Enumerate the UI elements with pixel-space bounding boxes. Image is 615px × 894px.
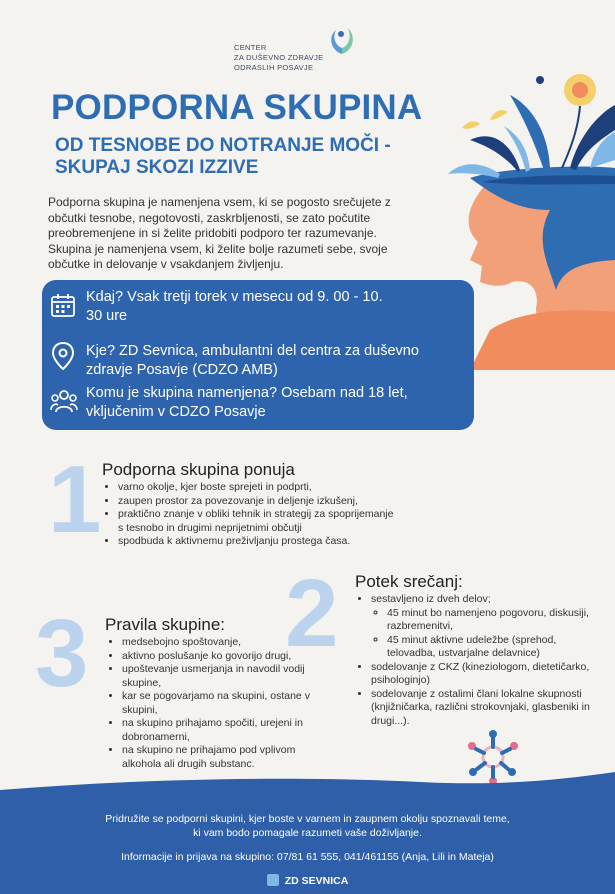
location-pin-icon [52, 342, 74, 375]
section-1-list [100, 481, 400, 549]
section-number-3: 3 [35, 600, 89, 707]
info-when: Kdaj? Vsak tretji torek v mesecu od 9. 00 - 10. 30 ure [86, 289, 383, 324]
logo-line: CENTER [234, 43, 267, 52]
footer-contact: Informacije in prijava na skupino: 07/81 61 555, 041/461155 (Anja, Lili in Mateja) [121, 851, 494, 863]
footer-line-2: ki vam bodo pomagale razumeti vaše doživljanje. [193, 827, 422, 839]
section-number-2: 2 [285, 560, 339, 667]
list-item-text: sestavljeno iz dveh delov; [371, 593, 491, 605]
list-item [371, 593, 593, 661]
info-who: Komu je skupina namenjena? Osebam nad 18 let, vključenim v CDZO Posavje [86, 385, 408, 420]
list-item: • sodelovanje z CKZ (kineziologom, dietetičarko, psihologinjo) [371, 661, 593, 688]
list-item: • sodelovanje z ostalimi člani lokalne skupnosti (knjižničarka, različni strokovnjaki, glasbeniki in drugi...). [371, 688, 593, 729]
logo-line: ZA DUŠEVNO ZDRAVJE [234, 53, 324, 62]
footer-org-label: ZD SEVNICA [284, 875, 349, 887]
section-number-1: 1 [48, 446, 102, 553]
list-item: • medsebojno spoštovanje, [122, 636, 324, 650]
section-3-title: Pravila skupine: [105, 615, 226, 634]
page-title: PODPORNA SKUPINA [51, 88, 423, 127]
calendar-icon [50, 292, 76, 323]
section-2-list [353, 593, 593, 728]
section-1-title: Podporna skupina ponuja [102, 460, 295, 479]
intro-paragraph: Podporna skupina je namenjena vsem, ki se pogosto srečujete z občutki tesnobe, negotovosti, zaskrbljenosti, se zato počutite preobremenjene in si želite pridobiti podporo ter razumevanje. Skupina je namenjena vsem, ki želite bolje razumeti sebe, svoje občutke in delovanje v vsakdanjem življenju. [48, 195, 391, 271]
page-subtitle: OD TESNOBE DO NOTRANJE MOČI - SKUPAJ SKOZI IZZIVE [55, 135, 391, 178]
sub-list-item: ◦ 45 minut aktivne udeležbe (sprehod, telovadba, ustvarjalne delavnice) [387, 634, 593, 661]
list-item: • zaupen prostor za povezovanje in deljenje izkušenj, [118, 495, 400, 509]
logo-line: ODRASLIH POSAVJE [234, 63, 314, 72]
footer [0, 790, 615, 894]
zd-logo-icon [267, 874, 279, 886]
info-box [42, 280, 474, 430]
footer-line-1: Pridružite se podporni skupini, kjer boste v varnem in zaupnem okolju spoznavali teme, [105, 813, 510, 825]
list-item: • aktivno poslušanje ko govorijo drugi, [122, 650, 324, 664]
section-2-title: Potek srečanj: [355, 572, 463, 591]
logo-text [234, 43, 323, 73]
footer-org [0, 874, 615, 888]
list-item: • na skupino prihajamo spočiti, urejeni in dobronamerni, [122, 717, 324, 744]
list-item: • kar se pogovarjamo na skupini, ostane v skupini, [122, 690, 324, 717]
sub-list-item: ◦ 45 minut bo namenjeno pogovoru, diskusiji, razbremenitvi, [387, 607, 593, 634]
center-logo-icon [322, 24, 362, 63]
list-item: • upoštevanje usmerjanja in navodil vodij skupine, [122, 663, 324, 690]
list-item: • varno okolje, kjer boste sprejeti in podprti, [118, 481, 400, 495]
list-item: • praktično znanje v obliki tehnik in strategij za spoprijemanje s tesnobo in drugimi neprijetnimi občutji [118, 508, 400, 535]
section-3-list [104, 636, 324, 771]
group-people-icon [50, 388, 78, 419]
list-item: • na skupino ne prihajamo pod vplivom alkohola ali drugih substanc. [122, 744, 324, 771]
info-where: Kje? ZD Sevnica, ambulantni del centra za duševno zdravje Posavje (CDZO AMB) [86, 343, 419, 378]
list-item: • spodbuda k aktivnemu preživljanju prostega časa. [118, 535, 400, 549]
